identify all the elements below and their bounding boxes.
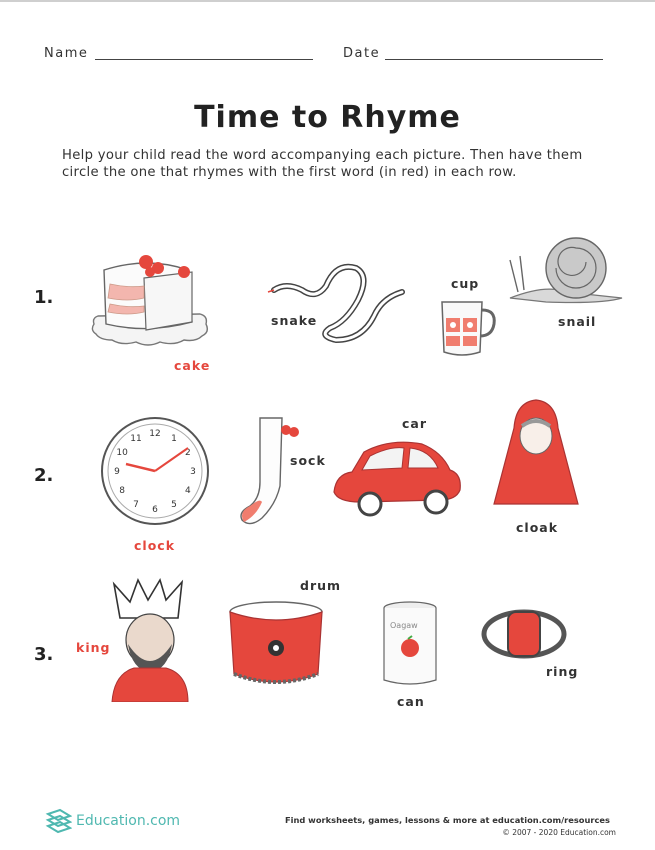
clock-numeral: 11 bbox=[130, 434, 142, 445]
education-logo-text: Education.com bbox=[76, 813, 181, 829]
top-border bbox=[0, 0, 655, 2]
choice-word-car: car bbox=[402, 416, 428, 431]
choice-word-drum: drum bbox=[300, 578, 342, 593]
clock-numeral: 4 bbox=[185, 486, 191, 496]
education-logo-icon bbox=[44, 808, 72, 834]
target-word-king: king bbox=[76, 640, 111, 655]
instructions: Help your child read the word accompanying each picture. Then have them circle the one that rhymes with the first word (in red) in each row. bbox=[62, 148, 583, 180]
drum-picture[interactable] bbox=[226, 598, 326, 694]
date-line[interactable] bbox=[385, 59, 603, 60]
choice-word-ring: ring bbox=[546, 664, 579, 679]
can-label: Oagaw bbox=[390, 621, 418, 630]
footer-copyright: © 2007 - 2020 Education.com bbox=[502, 828, 616, 837]
clock-numeral: 1 bbox=[171, 434, 177, 445]
choice-word-snail: snail bbox=[558, 314, 597, 329]
education-logo[interactable] bbox=[44, 808, 180, 834]
cloak-picture[interactable] bbox=[488, 396, 584, 512]
cup-picture[interactable] bbox=[436, 296, 500, 360]
choice-word-snake: snake bbox=[271, 313, 318, 328]
footer-tagline: Find worksheets, games, lessons & more at education.com/resources bbox=[284, 815, 610, 825]
clock-numeral: 2 bbox=[185, 448, 191, 458]
snail-picture[interactable] bbox=[506, 236, 628, 304]
row-number-2: 2. bbox=[34, 465, 54, 486]
choice-word-sock: sock bbox=[290, 453, 326, 468]
clock-numeral: 6 bbox=[152, 505, 158, 515]
name-line[interactable] bbox=[95, 59, 313, 60]
choice-word-can: can bbox=[397, 694, 425, 709]
ring-picture[interactable] bbox=[478, 604, 570, 666]
cake-picture[interactable] bbox=[88, 248, 216, 356]
date-label: Date bbox=[343, 46, 381, 61]
clock-numeral: 12 bbox=[149, 429, 161, 439]
sock-picture[interactable] bbox=[236, 412, 300, 530]
name-label: Name bbox=[44, 46, 89, 61]
snake-picture[interactable] bbox=[266, 256, 408, 346]
row-number-1: 1. bbox=[34, 287, 54, 308]
clock-numeral: 5 bbox=[171, 499, 177, 510]
king-picture[interactable] bbox=[108, 578, 192, 702]
can-picture[interactable] bbox=[380, 600, 440, 688]
clock-numeral: 7 bbox=[133, 499, 139, 510]
clock-numeral: 10 bbox=[116, 448, 128, 458]
clock-numeral: 9 bbox=[114, 467, 120, 477]
choice-word-cup: cup bbox=[451, 276, 480, 291]
car-picture[interactable] bbox=[330, 434, 466, 520]
target-word-cake: cake bbox=[174, 358, 211, 373]
page-title: Time to Rhyme bbox=[194, 100, 461, 135]
choice-word-cloak: cloak bbox=[516, 520, 559, 535]
clock-numeral: 3 bbox=[190, 467, 196, 477]
clock-numeral: 8 bbox=[119, 486, 125, 496]
row-number-3: 3. bbox=[34, 644, 54, 665]
clock-picture[interactable] bbox=[98, 414, 212, 528]
target-word-clock: clock bbox=[134, 538, 176, 553]
